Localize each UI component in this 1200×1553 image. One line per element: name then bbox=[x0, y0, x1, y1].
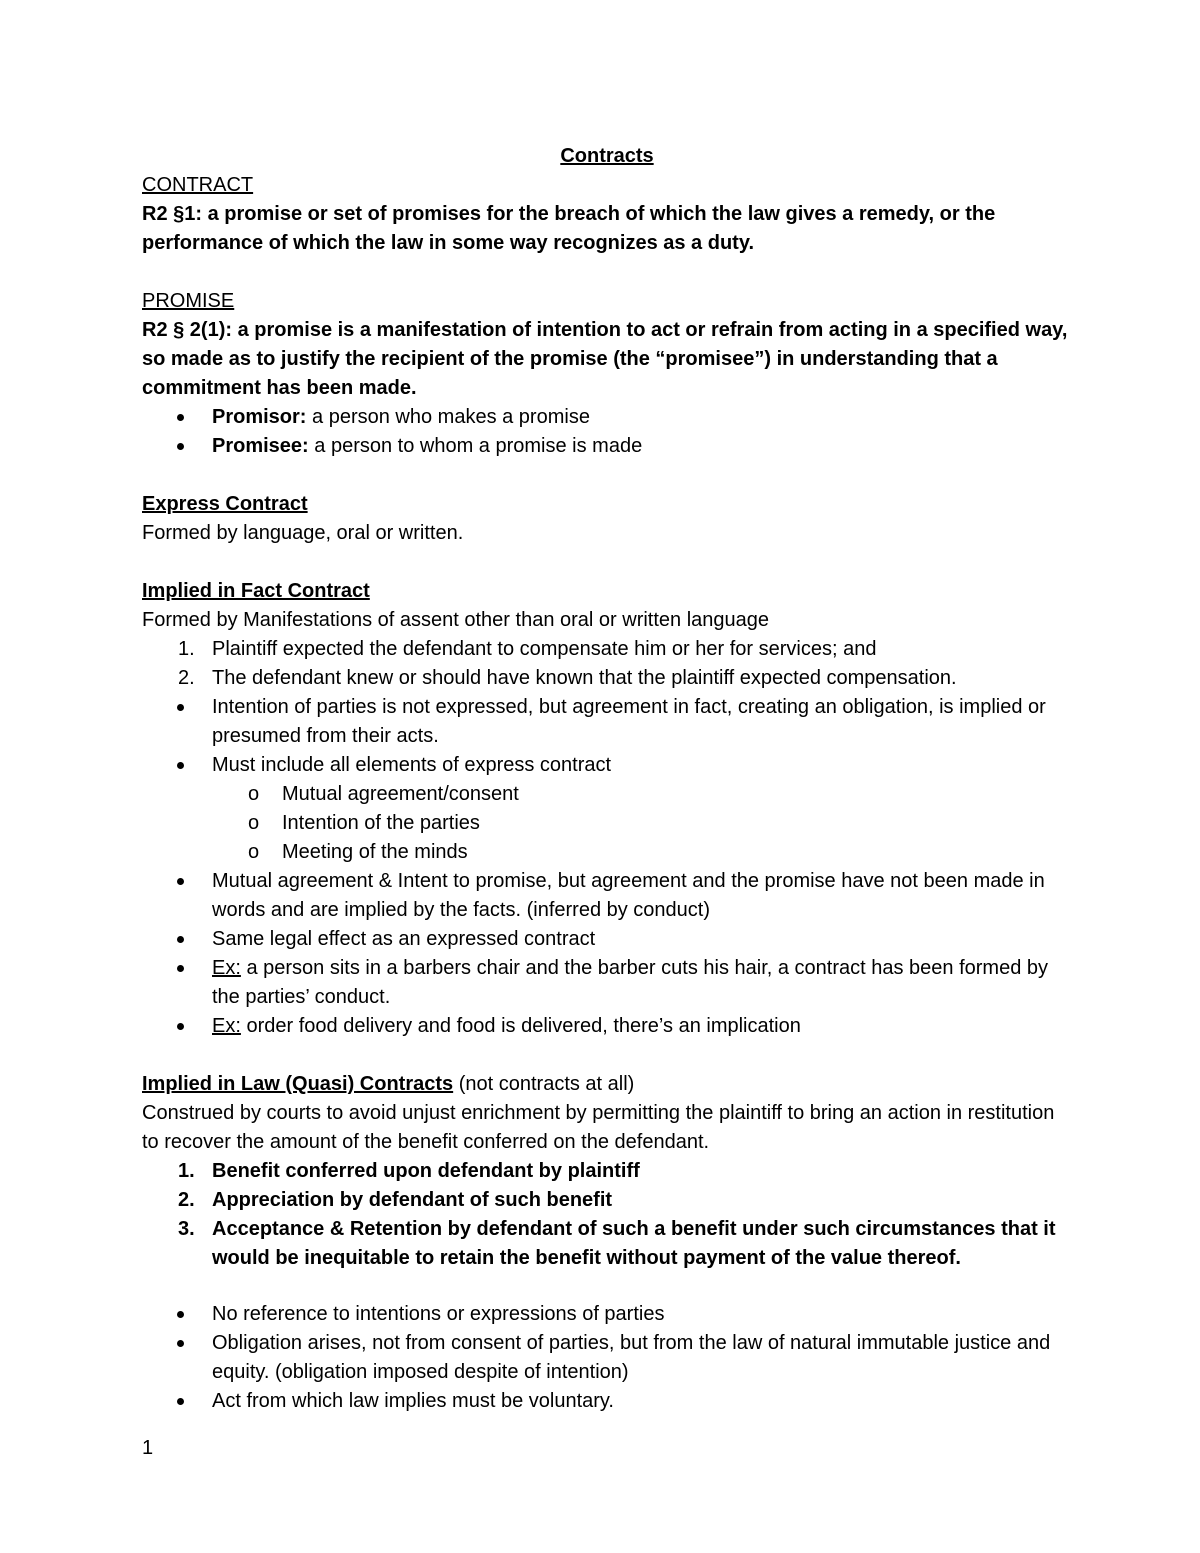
elements-sublist bbox=[142, 780, 1072, 867]
contract-heading: CONTRACT bbox=[142, 174, 254, 196]
list-item bbox=[142, 1157, 1072, 1186]
list-item bbox=[142, 1012, 1072, 1041]
list-text: Plaintiff expected the defendant to compensate him or her for services; and bbox=[212, 638, 877, 660]
list-item: Mutual agreement & Intent to promise, but agreement and the promise have not been made in words and are implied by the facts. (inferred by conduct) bbox=[142, 867, 1072, 925]
list-number: 2. bbox=[178, 1189, 195, 1211]
list-text: Benefit conferred upon defendant by plaintiff bbox=[212, 1160, 640, 1182]
implied-fact-heading: Implied in Fact Contract bbox=[142, 580, 370, 602]
document-title: Contracts bbox=[560, 145, 654, 167]
sub-list-text: Meeting of the minds bbox=[282, 841, 468, 863]
list-item bbox=[142, 954, 1072, 1012]
implied-fact-bullets bbox=[142, 693, 1072, 780]
example-text: order food delivery and food is delivered, there’s an implication bbox=[240, 1015, 801, 1037]
promisee-text: a person to whom a promise is made bbox=[308, 435, 643, 457]
list-item: Act from which law implies must be voluntary. bbox=[142, 1387, 1072, 1416]
list-number: 3. bbox=[178, 1218, 195, 1240]
implied-law-heading-note: (not contracts at all) bbox=[453, 1073, 635, 1095]
list-number: 1. bbox=[178, 1160, 195, 1182]
implied-law-bullets bbox=[142, 1300, 1072, 1416]
implied-fact-numbered-list bbox=[142, 635, 1072, 693]
implied-law-elements-list bbox=[142, 1157, 1072, 1273]
list-item bbox=[142, 403, 1072, 432]
list-item: No reference to intentions or expressions of parties bbox=[142, 1300, 1072, 1329]
list-item: Intention of parties is not expressed, but agreement in fact, creating an obligation, is implied or presumed from their acts. bbox=[142, 693, 1072, 751]
list-item: Obligation arises, not from consent of parties, but from the law of natural immutable justice and equity. (obligation imposed despite of intention) bbox=[142, 1329, 1072, 1387]
list-number: 2. bbox=[178, 667, 195, 689]
sub-list-item bbox=[142, 838, 1072, 867]
list-item: Same legal effect as an expressed contract bbox=[142, 925, 1072, 954]
page-number: 1 bbox=[142, 1437, 154, 1459]
sub-list-item bbox=[142, 780, 1072, 809]
document-body bbox=[142, 142, 1072, 1416]
express-contract-text: Formed by language, oral or written. bbox=[142, 522, 464, 544]
implied-law-intro: Construed by courts to avoid unjust enrichment by permitting the plaintiff to bring an action in restitution to recover the amount of the benefit conferred on the defendant. bbox=[142, 1102, 1055, 1153]
promise-definition: R2 § 2(1): a promise is a manifestation of intention to act or refrain from acting in a specified way, so made as to justify the recipient of the promise (the “promisee”) in understanding that a commitment has been made. bbox=[142, 319, 1068, 399]
sub-list-text: Intention of the parties bbox=[282, 812, 480, 834]
promisor-term: Promisor: bbox=[212, 406, 307, 428]
list-item bbox=[142, 635, 1072, 664]
list-text: Must include all elements of express contract bbox=[212, 754, 612, 776]
sub-bullet-marker: o bbox=[248, 841, 260, 863]
list-number: 1. bbox=[178, 638, 195, 660]
sub-list-item bbox=[142, 809, 1072, 838]
sub-bullet-marker: o bbox=[248, 783, 260, 805]
example-label: Ex: bbox=[212, 1015, 241, 1037]
contract-definition: R2 §1: a promise or set of promises for the breach of which the law gives a remedy, or the performance of which the law in some way recognizes as a duty. bbox=[142, 203, 996, 254]
example-text: a person sits in a barbers chair and the barber cuts his hair, a contract has been formed by the parties’ conduct. bbox=[212, 957, 1049, 1008]
promisor-text: a person who makes a promise bbox=[306, 406, 590, 428]
list-text: The defendant knew or should have known that the plaintiff expected compensation. bbox=[212, 667, 957, 689]
example-label: Ex: bbox=[212, 957, 241, 979]
promise-heading: PROMISE bbox=[142, 290, 235, 312]
promise-terms-list bbox=[142, 403, 1072, 461]
sub-list-text: Mutual agreement/consent bbox=[282, 783, 519, 805]
promisee-term: Promisee: bbox=[212, 435, 309, 457]
implied-fact-bullets-2 bbox=[142, 867, 1072, 1041]
implied-law-heading-line bbox=[142, 1070, 1072, 1099]
list-text: Appreciation by defendant of such benefit bbox=[212, 1189, 613, 1211]
list-text: Acceptance & Retention by defendant of such a benefit under such circumstances that it would be inequitable to retain the benefit without payment of the value thereof. bbox=[212, 1218, 1056, 1269]
implied-law-heading: Implied in Law (Quasi) Contracts bbox=[142, 1073, 454, 1095]
sub-bullet-marker: o bbox=[248, 812, 260, 834]
express-contract-heading: Express Contract bbox=[142, 493, 308, 515]
implied-fact-intro: Formed by Manifestations of assent other than oral or written language bbox=[142, 609, 770, 631]
list-item bbox=[142, 432, 1072, 461]
list-item bbox=[142, 664, 1072, 693]
list-item bbox=[142, 751, 1072, 780]
list-item bbox=[142, 1215, 1072, 1273]
list-item bbox=[142, 1186, 1072, 1215]
